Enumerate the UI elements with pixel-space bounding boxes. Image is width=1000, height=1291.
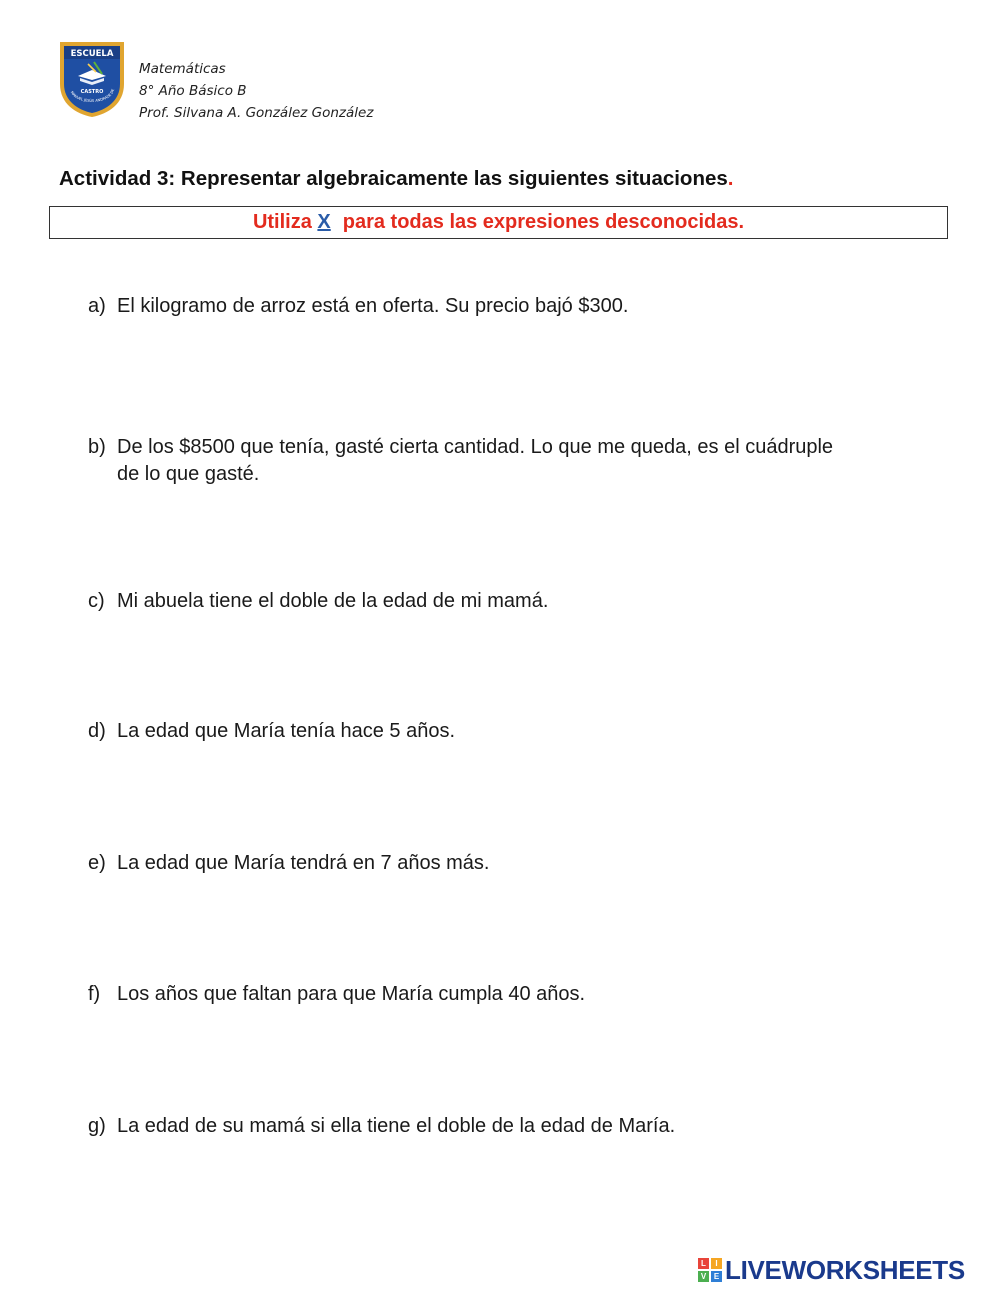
question-c <box>88 588 857 615</box>
instruction-before: Utiliza <box>252 211 318 233</box>
question-text: La edad que María tenía hace 5 años. <box>117 720 456 742</box>
instruction-after: para todas las expresiones desconocidas. <box>342 211 745 233</box>
question-text: La edad que María tendrá en 7 años más. <box>117 852 490 874</box>
question-text: La edad de su mamá si ella tiene el doble de la edad de María. <box>117 1115 676 1137</box>
activity-title <box>59 167 734 191</box>
question-letter: g) <box>88 1115 106 1137</box>
question-text: Mi abuela tiene el doble de la edad de mi mamá. <box>117 590 549 612</box>
question-a <box>88 293 857 320</box>
brand-blocks-icon <box>698 1258 722 1282</box>
teacher-label: Prof. Silvana A. González González <box>139 105 374 121</box>
header-info <box>139 58 373 124</box>
question-f <box>88 981 857 1008</box>
question-letter: a) <box>88 295 106 317</box>
school-logo <box>58 40 126 118</box>
question-text: El kilogramo de arroz está en oferta. Su precio bajó $300. <box>117 295 629 317</box>
question-e <box>88 850 857 877</box>
question-b <box>88 434 857 488</box>
subject-label: Matemáticas <box>139 61 226 77</box>
activity-title-dot: . <box>727 167 734 190</box>
question-text: De los $8500 que tenía, gasté cierta cantidad. Lo que me queda, es el cuádruple de lo que gasté. <box>117 436 834 485</box>
brand-block: E <box>711 1271 722 1282</box>
question-letter: f) <box>88 983 101 1005</box>
activity-title-text: Actividad 3: Representar algebraicamente las siguientes situaciones <box>59 167 728 190</box>
liveworksheets-logo[interactable] <box>698 1254 965 1285</box>
instruction-variable: X <box>317 211 331 233</box>
question-letter: b) <box>88 436 106 458</box>
brand-name: LIVEWORKSHEETS <box>725 1254 965 1285</box>
logo-ring-text: MANUEL JESÚS ANDRADE DE <box>69 88 116 104</box>
question-d <box>88 718 857 745</box>
question-letter: d) <box>88 720 106 742</box>
brand-block: L <box>698 1258 709 1269</box>
question-letter: c) <box>88 590 105 612</box>
course-label: 8° Año Básico B <box>139 83 247 99</box>
logo-sub: CASTRO <box>80 89 104 95</box>
instruction-box <box>49 206 948 239</box>
question-text: Los años que faltan para que María cumpla 40 años. <box>117 983 586 1005</box>
brand-block: V <box>698 1271 709 1282</box>
question-letter: e) <box>88 852 106 874</box>
logo-text: ESCUELA <box>70 49 114 59</box>
question-g <box>88 1113 857 1140</box>
brand-block: I <box>711 1258 722 1269</box>
